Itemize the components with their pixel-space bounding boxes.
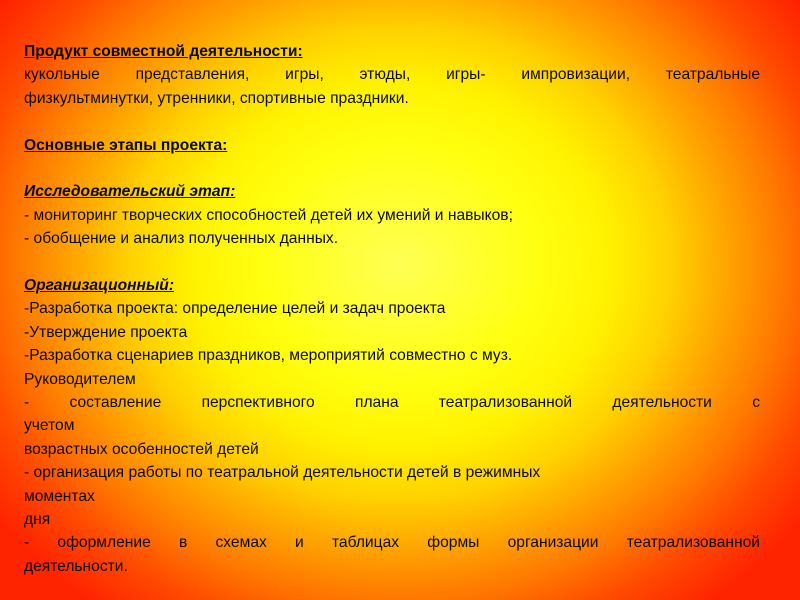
- spacer: [24, 110, 760, 133]
- product-line-1: кукольные представления, игры, этюды, игры- импровизации, театральные: [24, 66, 760, 84]
- organizational-line: - составление перспективного плана театрализованной деятельности с: [24, 394, 760, 412]
- organizational-line: Руководителем: [24, 370, 136, 388]
- spacer: [24, 251, 760, 274]
- organizational-stage-title: Организационный:: [24, 277, 175, 295]
- research-item: - обобщение и анализ полученных данных.: [24, 230, 339, 248]
- spacer: [24, 157, 760, 180]
- organizational-line: моментах: [24, 487, 95, 505]
- product-title: Продукт совместной деятельности:: [24, 43, 303, 60]
- organizational-line: учетом: [24, 417, 75, 435]
- stages-title: Основные этапы проекта:: [24, 136, 228, 154]
- research-item: - мониторинг творческих способностей детей их умений и навыков;: [24, 206, 513, 224]
- organizational-line: деятельности.: [24, 557, 128, 575]
- organizational-line: -Утверждение проекта: [24, 323, 188, 341]
- product-line-2: физкультминутки, утренники, спортивные праздники.: [24, 89, 409, 107]
- organizational-line: - оформление в схемах и таблицах формы организации театрализованной: [24, 534, 760, 552]
- slide-content: [24, 40, 760, 578]
- organizational-line: -Разработка проекта: определение целей и задач проекта: [24, 300, 446, 318]
- organizational-line: -Разработка сценариев праздников, мероприятий совместно с муз.: [24, 347, 513, 365]
- organizational-line: возрастных особенностей детей: [24, 440, 259, 458]
- research-stage-title: Исследовательский этап:: [24, 183, 236, 201]
- organizational-line: дня: [24, 511, 51, 529]
- organizational-line: - организация работы по театральной деятельности детей в режимных: [24, 464, 541, 482]
